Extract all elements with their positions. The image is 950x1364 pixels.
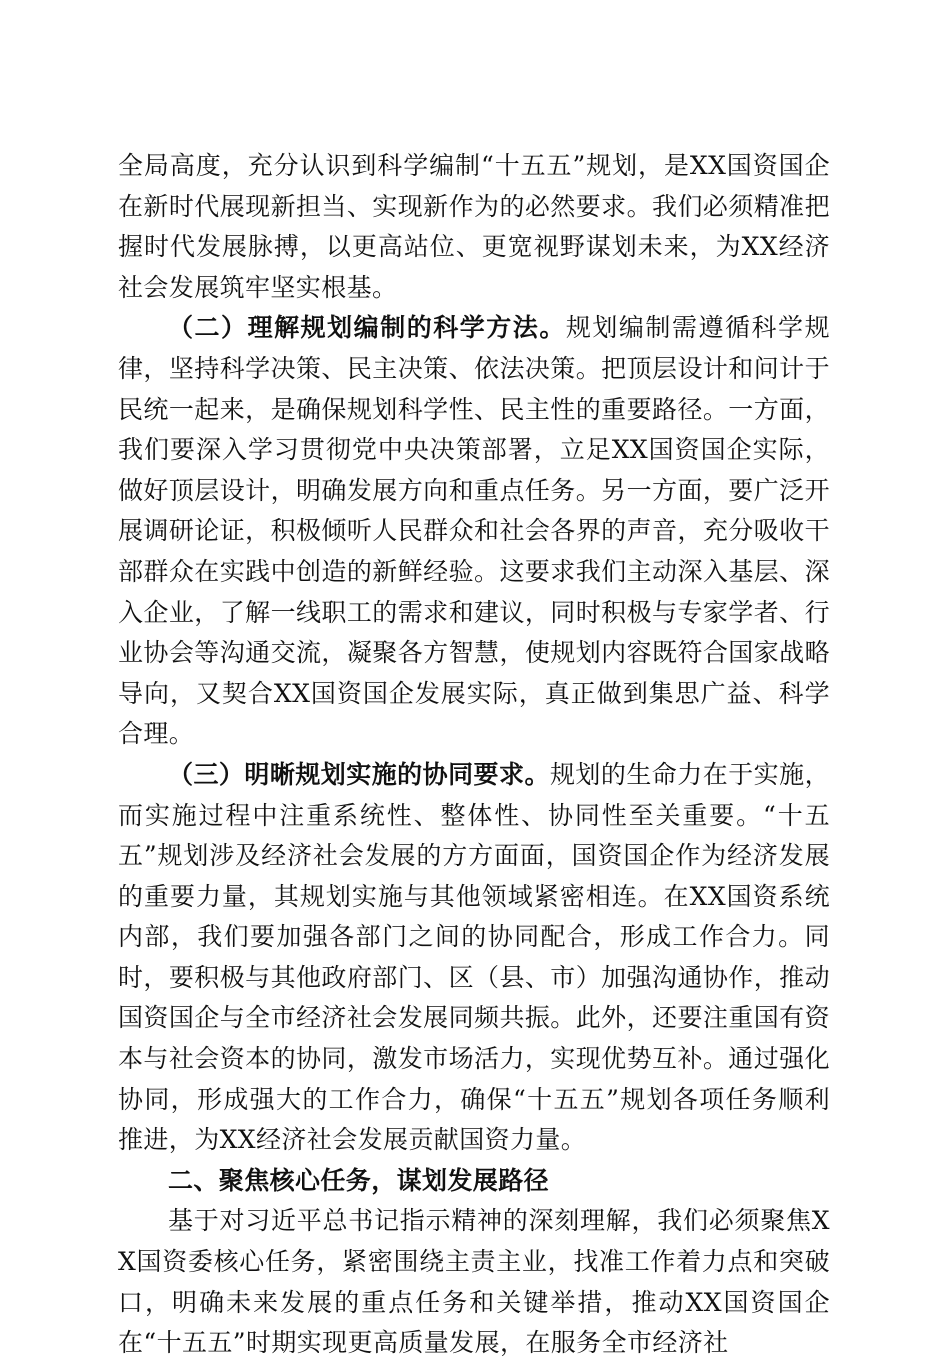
paragraph-intro: 基于对习近平总书记指示精神的深刻理解，我们必须聚焦XX国资委核心任务，紧密围绕主责主业，找准工作着力点和突破口，明确未来发展的重点任务和关键举措，推动XX国资国企在“十五五”时期实现更高质量发展，在服务全市经济社: [118, 1206, 830, 1358]
section-3-body: 规划的生命力在于实施，而实施过程中注重系统性、整体性、协同性至关重要。“十五五”规划涉及经济社会发展的方方面面，国资国企作为经济发展的重要力量，其规划实施与其他领域紧密相连。在XX国资系统内部，我们要加强各部门之间的协同配合，形成工作合力。同时，要积极与其他政府部门、区（县、市）加强沟通协作，推动国资国企与全市经济社会发展同频共振。此外，还要注重国有资本与社会资本的协同，激发市场活力，实现优势互补。通过强化协同，形成强大的工作合力，确保“十五五”规划各项任务顺利推进，为XX经济社会发展贡献国资力量。: [118, 759, 830, 1155]
section-2-paragraph: [118, 308, 830, 755]
section-2-body: 规划编制需遵循科学规律，坚持科学决策、民主决策、依法决策。把顶层设计和问计于民统一起来，是确保规划科学性、民主性的重要路径。一方面，我们要深入学习贯彻党中央决策部署，立足XX国资国企实际，做好顶层设计，明确发展方向和重点任务。另一方面，要广泛开展调研论证，积极倾听人民群众和社会各界的声音，充分吸收干部群众在实践中创造的新鲜经验。这要求我们主动深入基层、深入企业，了解一线职工的需求和建议，同时积极与专家学者、行业协会等沟通交流，凝聚各方智慧，使规划内容既符合国家战略导向，又契合XX国资国企发展实际，真正做到集思广益、科学合理。: [118, 313, 830, 749]
section-heading-2: 二、聚焦核心任务，谋划发展路径: [168, 1165, 550, 1195]
document-body: [118, 146, 830, 1364]
paragraph-continued: 全局高度，充分认识到科学编制“十五五”规划，是XX国资国企在新时代展现新担当、实现新作为的必然要求。我们必须精准把握时代发展脉搏，以更高站位、更宽视野谋划未来，为XX经济社会发展筑牢坚实根基。: [118, 151, 830, 302]
section-2-lead: （二）理解规划编制的科学方法。: [168, 313, 566, 343]
section-3-lead: （三）明晰规划实施的协同要求。: [168, 759, 550, 789]
section-3-paragraph: [118, 755, 830, 1161]
